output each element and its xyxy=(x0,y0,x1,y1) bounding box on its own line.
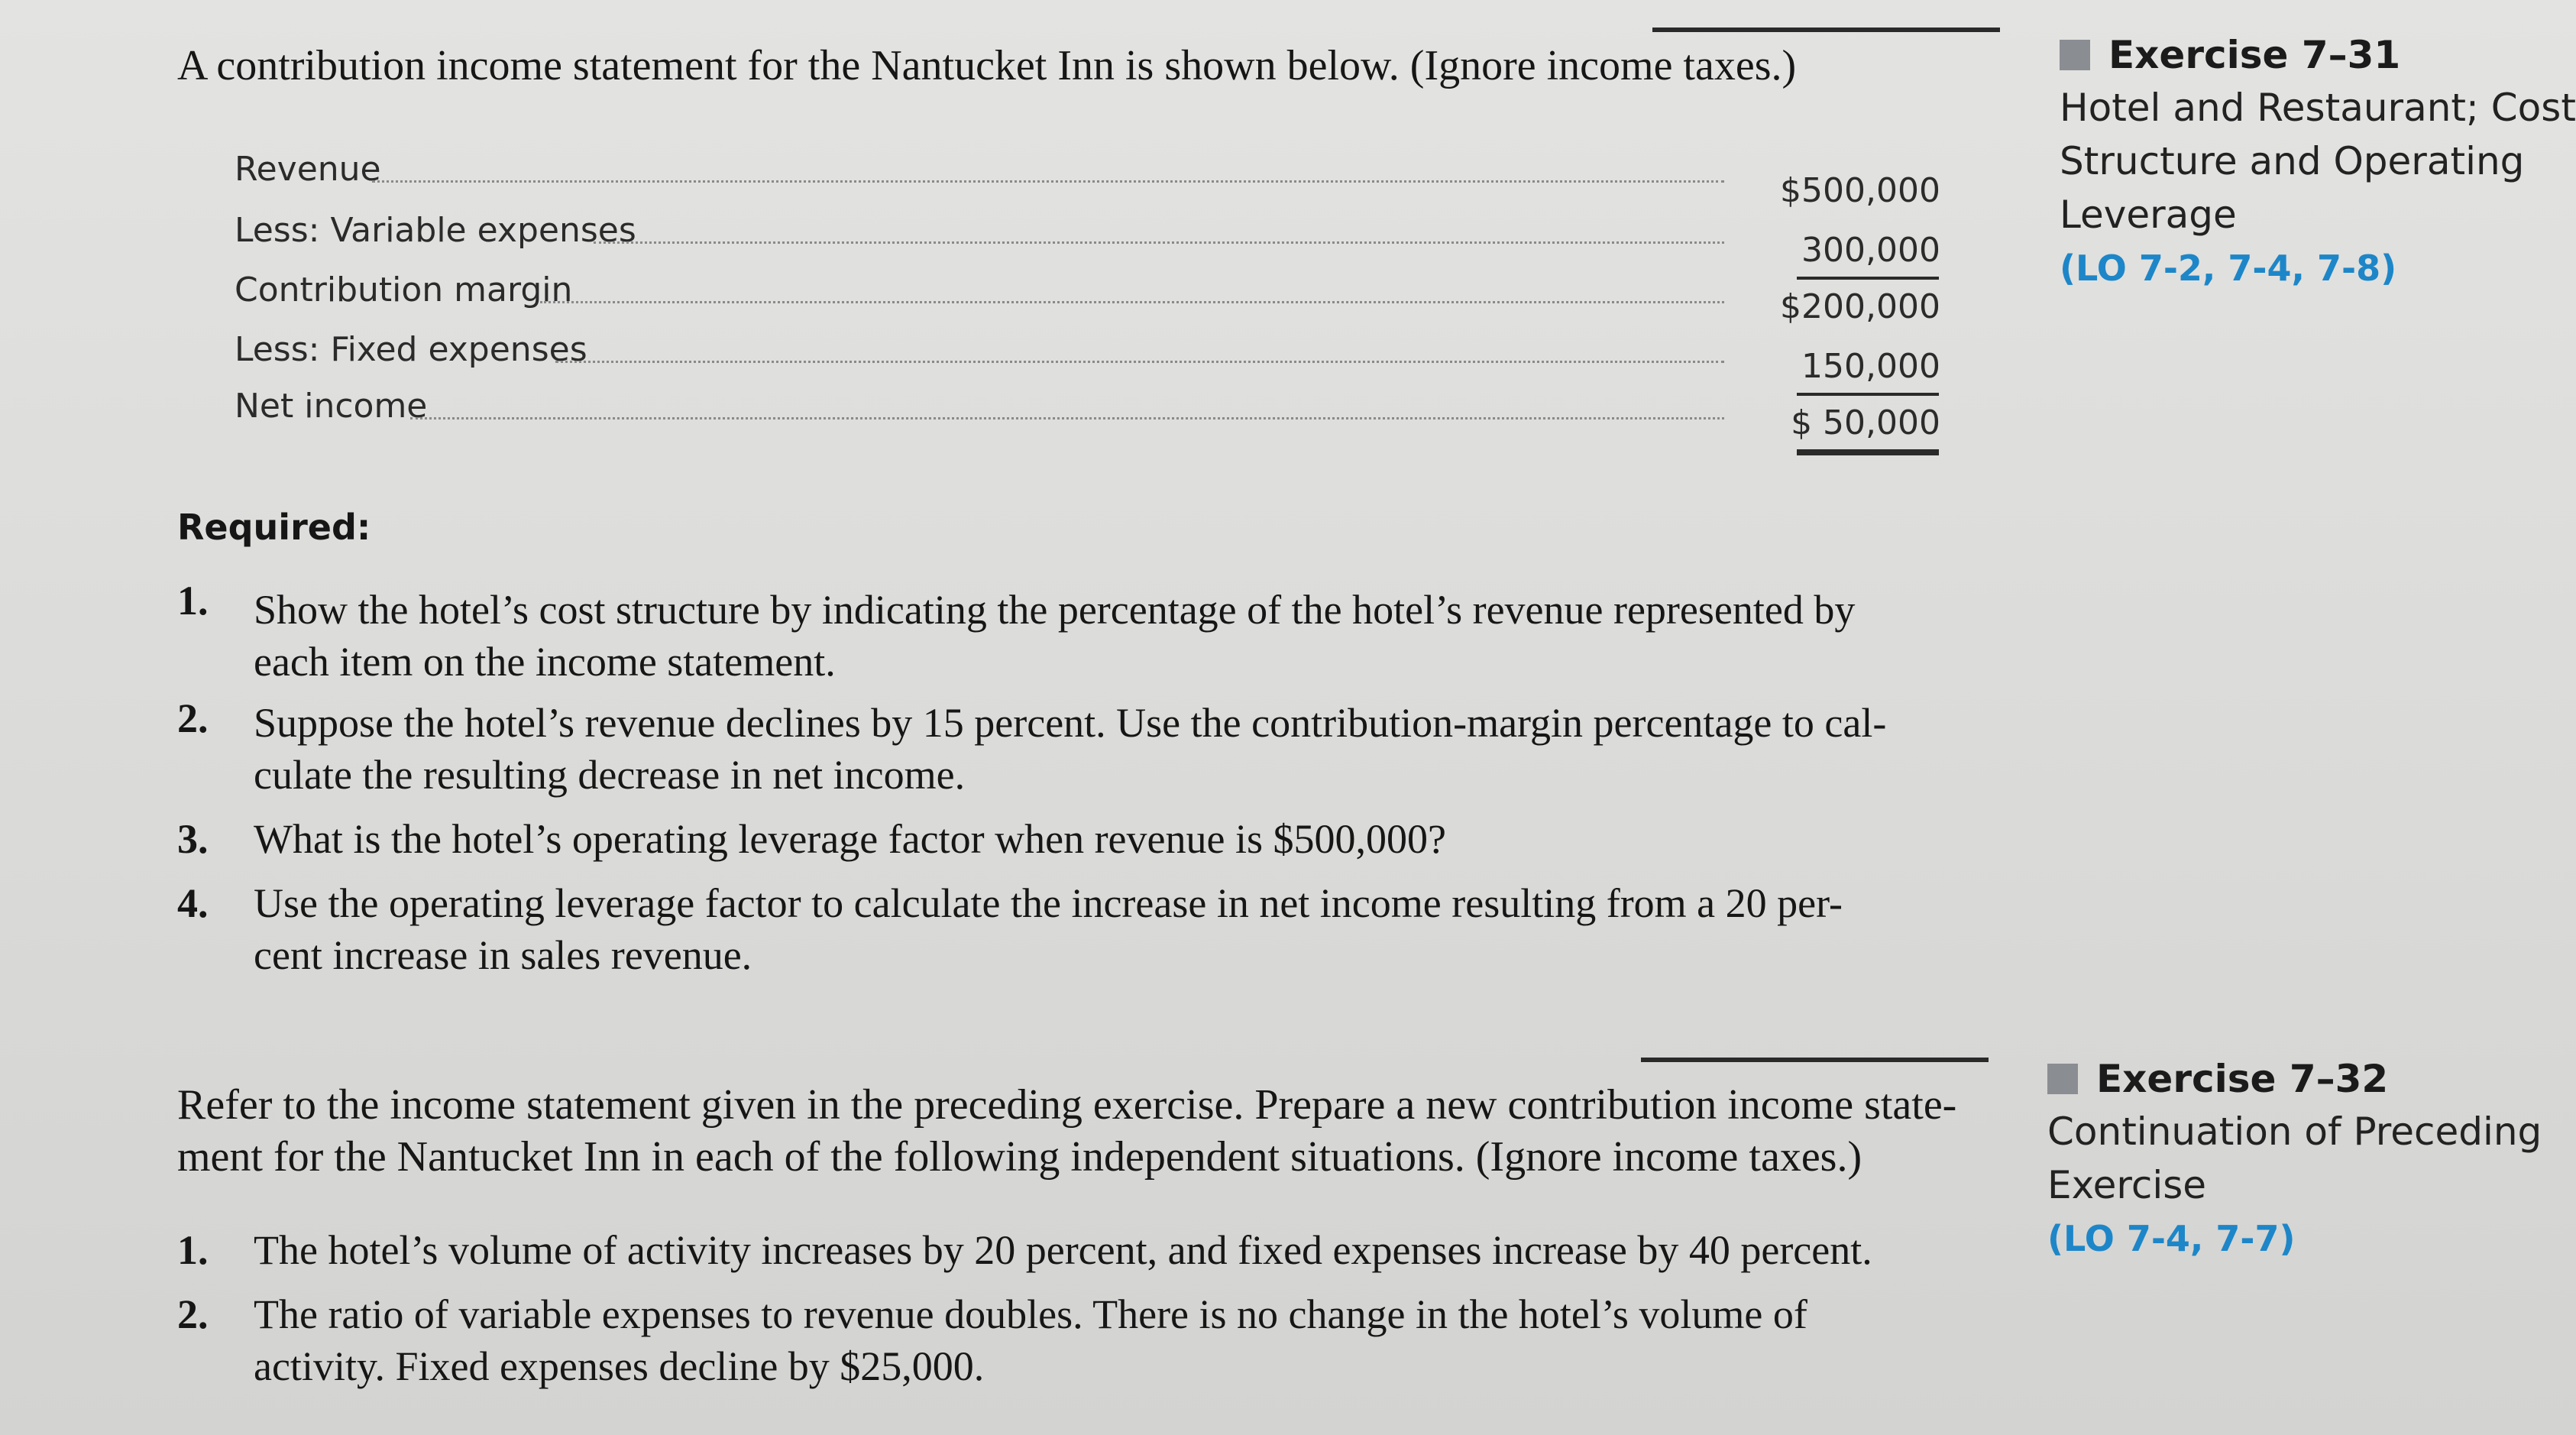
question-line: each item on the income statement. xyxy=(254,639,836,685)
statement-amount: $200,000 xyxy=(1780,287,1940,326)
statement-row-net-income xyxy=(235,384,1724,437)
question-text xyxy=(254,1288,2026,1392)
dot-leader xyxy=(540,301,1724,303)
question-number: 1. xyxy=(177,578,209,624)
exercise-title-text: Exercise 7–31 xyxy=(2108,33,2401,77)
amount-underline xyxy=(1797,393,1939,396)
question-text xyxy=(254,813,2026,865)
amount-underline xyxy=(1797,277,1939,280)
statement-label: Less: Variable expenses xyxy=(235,211,636,250)
statement-amount: $ 50,000 xyxy=(1791,403,1940,442)
question-line: Show the hotel’s cost structure by indicating the percentage of the hotel’s revenue represented by xyxy=(254,587,1856,633)
question-line: Use the operating leverage factor to calculate the increase in net income resulting from a 20 per- xyxy=(254,880,1843,926)
question-text xyxy=(254,697,2026,801)
statement-row-fixed-expenses xyxy=(235,327,1724,381)
exercise-32-side-panel xyxy=(2047,1053,2542,1265)
learning-objectives-link[interactable]: (LO 7-2, 7-4, 7-8) xyxy=(2060,248,2397,289)
intro-line: Refer to the income statement given in the preceding exercise. Prepare a new contribution income state- xyxy=(177,1081,1957,1129)
statement-label: Revenue xyxy=(235,150,381,189)
question-number: 3. xyxy=(177,816,209,862)
statement-row-variable-expenses xyxy=(235,208,1724,261)
statement-label: Contribution margin xyxy=(235,270,573,309)
exercise-title xyxy=(2047,1053,2542,1105)
question-line: culate the resulting decrease in net income. xyxy=(254,752,966,798)
statement-amount: 300,000 xyxy=(1801,231,1940,270)
question-line: The ratio of variable expenses to revenue doubles. There is no change in the hotel’s volume of xyxy=(254,1291,1807,1337)
statement-amount: $500,000 xyxy=(1780,171,1940,210)
question-number: 1. xyxy=(177,1227,209,1273)
exercise-31-intro: A contribution income statement for the Nantucket Inn is shown below. (Ignore income taxes.) xyxy=(177,42,1797,89)
amount-double-underline xyxy=(1797,449,1939,455)
exercise-subtitle-line: Continuation of Preceding xyxy=(2047,1109,2542,1154)
statement-row-contribution-margin xyxy=(235,267,1724,321)
question-number: 2. xyxy=(177,695,209,741)
exercise-title-text: Exercise 7–32 xyxy=(2096,1057,2389,1101)
dot-leader xyxy=(410,417,1724,419)
exercise-subtitle-line: Exercise xyxy=(2047,1163,2207,1207)
exercise-subtitle-line: Structure and Operating xyxy=(2060,139,2525,183)
exercise-31-side-panel xyxy=(2060,29,2576,295)
square-marker-icon xyxy=(2047,1064,2078,1094)
statement-label: Net income xyxy=(235,387,428,426)
question-text xyxy=(254,584,2026,688)
dot-leader xyxy=(594,241,1724,244)
question-number: 2. xyxy=(177,1291,209,1337)
statement-amount: 150,000 xyxy=(1801,347,1940,386)
question-line: activity. Fixed expenses decline by $25,000. xyxy=(254,1343,985,1389)
square-marker-icon xyxy=(2060,40,2090,70)
dot-leader xyxy=(555,361,1724,363)
question-line: cent increase in sales revenue. xyxy=(254,932,752,978)
section-divider-rule xyxy=(1641,1058,1989,1062)
question-line: What is the hotel’s operating leverage factor when revenue is $500,000? xyxy=(254,816,1446,862)
dot-leader xyxy=(372,180,1724,183)
intro-line: ment for the Nantucket Inn in each of the following independent situations. (Ignore income taxes.) xyxy=(177,1133,1862,1181)
statement-label: Less: Fixed expenses xyxy=(235,330,587,369)
exercise-title xyxy=(2060,29,2576,81)
learning-objectives-link[interactable]: (LO 7-4, 7-7) xyxy=(2047,1218,2296,1259)
statement-row-revenue xyxy=(235,147,1724,200)
required-heading: Required: xyxy=(177,507,371,548)
question-text xyxy=(254,877,2026,981)
question-line: Suppose the hotel’s revenue declines by 15 percent. Use the contribution-margin percentage to cal- xyxy=(254,700,1887,746)
question-text xyxy=(254,1224,2026,1276)
question-number: 4. xyxy=(177,880,209,926)
exercise-32-intro xyxy=(177,1079,1956,1183)
section-divider-rule xyxy=(1652,28,2000,32)
exercise-subtitle-line: Hotel and Restaurant; Cost xyxy=(2060,86,2576,130)
exercise-subtitle-line: Leverage xyxy=(2060,193,2237,237)
question-line: The hotel’s volume of activity increases by 20 percent, and fixed expenses increase by 40 percent. xyxy=(254,1227,1872,1273)
